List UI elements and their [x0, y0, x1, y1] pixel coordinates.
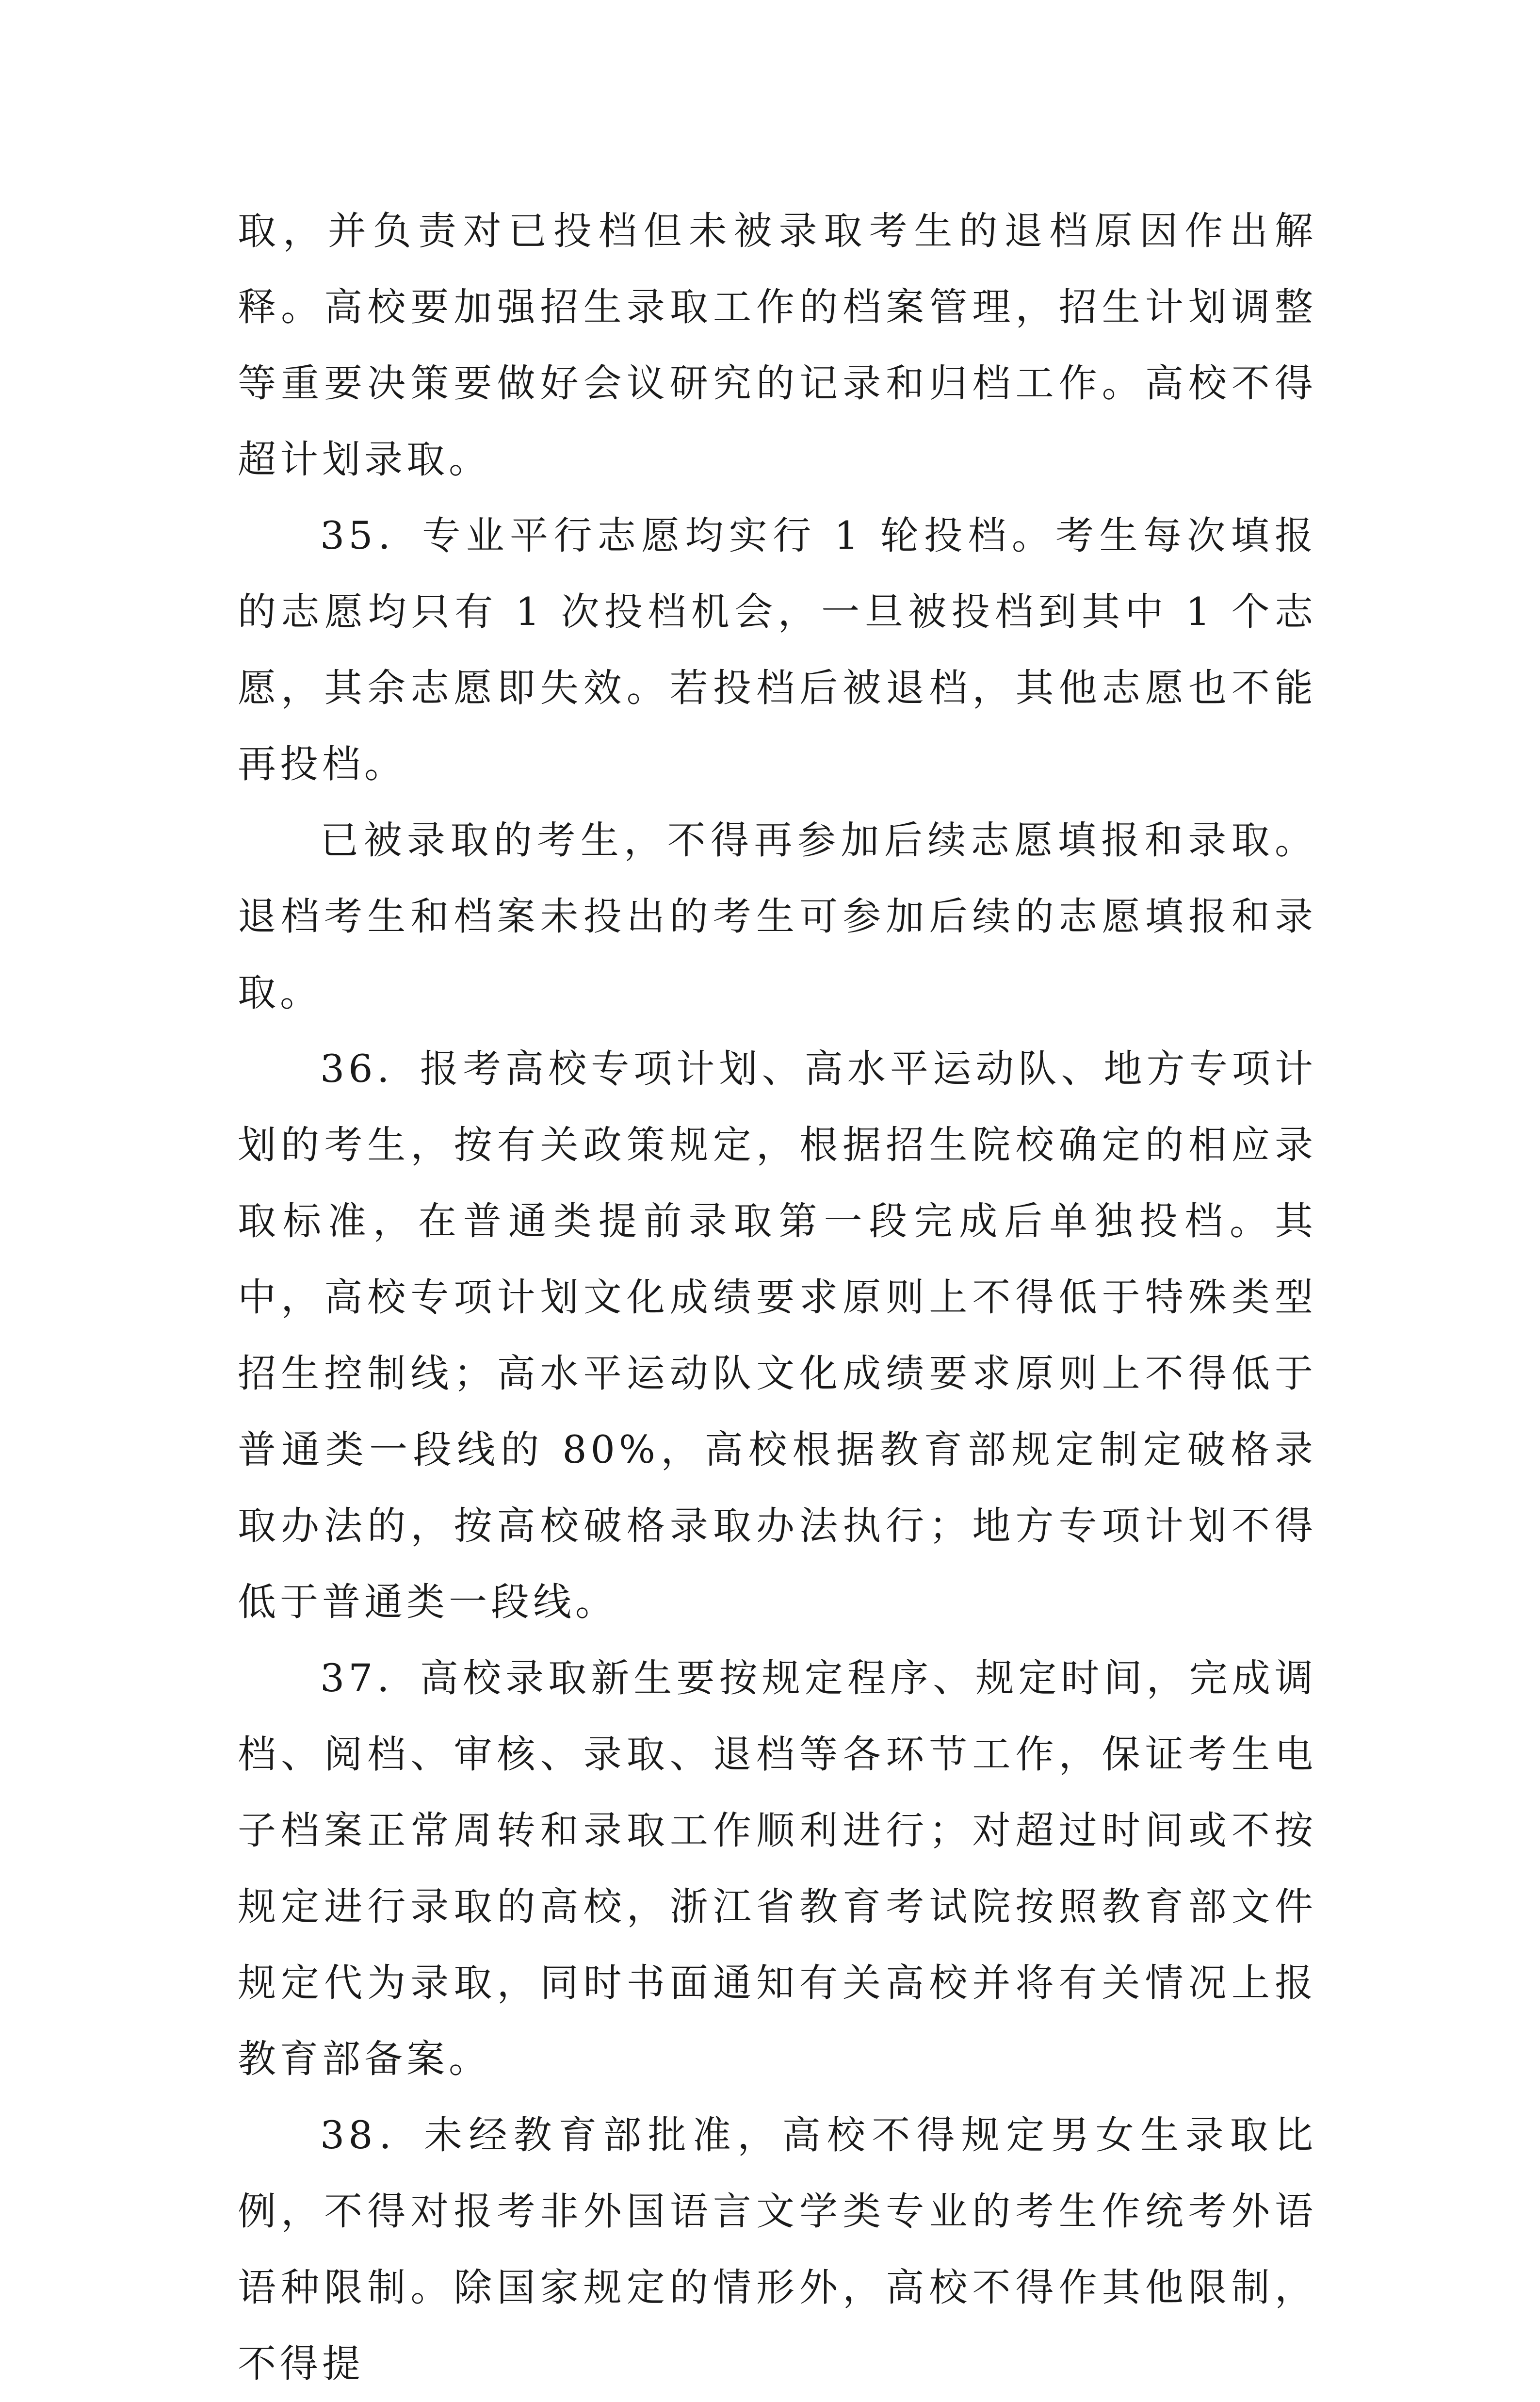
document-body [238, 193, 1317, 2402]
paragraph-38-restrictions: 38．未经教育部批准，高校不得规定男女生录取比例，不得对报考非外国语言文学类专业的考生作统考外语语种限制。除国家规定的情形外，高校不得作其他限制，不得提 [238, 2113, 1317, 2386]
paragraph-35-parallel-volunteer: 35．专业平行志愿均实行 1 轮投档。考生每次填报的志愿均只有 1 次投档机会，一旦被投档到其中 1 个志愿，其余志愿即失效。若投档后被退档，其他志愿也不能再投档。 [238, 513, 1317, 786]
paragraph-36-special-plans: 36．报考高校专项计划、高水平运动队、地方专项计划的考生，按有关政策规定，根据招生院校确定的相应录取标准，在普通类提前录取第一段完成后单独投档。其中，高校专项计划文化成绩要求原则上不得低于特殊类型招生控制线；高水平运动队文化成绩要求原则上不得低于普通类一段线的 80%，高校根据教育部规定制定破格录取办法的，按高校破格录取办法执行；地方专项计划不得低于普通类一段线。 [238, 1046, 1317, 1624]
paragraph-continued-admission-archives: 取，并负责对已投档但未被录取考生的退档原因作出解释。高校要加强招生录取工作的档案管理，招生计划调整等重要决策要做好会议研究的记录和归档工作。高校不得超计划录取。 [238, 209, 1317, 482]
paragraph-admitted-students: 已被录取的考生，不得再参加后续志愿填报和录取。退档考生和档案未投出的考生可参加后续的志愿填报和录取。 [238, 818, 1317, 1015]
paragraph-37-admission-procedure: 37．高校录取新生要按规定程序、规定时间，完成调档、阅档、审核、录取、退档等各环节工作，保证考生电子档案正常周转和录取工作顺利进行；对超过时间或不按规定进行录取的高校，浙江省教育考试院按照教育部文件规定代为录取，同时书面通知有关高校并将有关情况上报教育部备案。 [238, 1656, 1317, 2081]
